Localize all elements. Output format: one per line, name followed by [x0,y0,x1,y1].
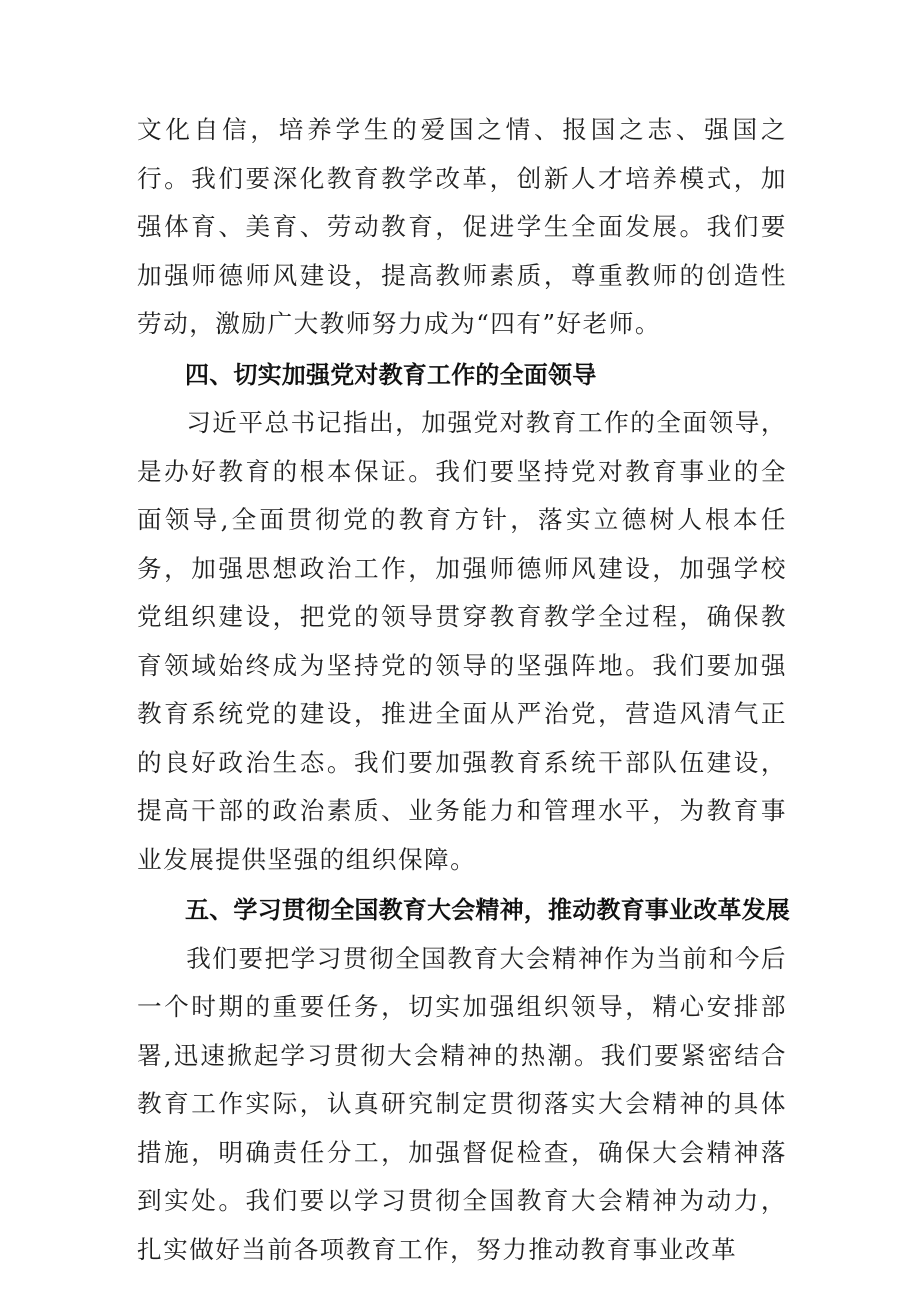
body-paragraph-section-4: 习近平总书记指出，加强党对教育工作的全面领导，是办好教育的根本保证。我们要坚持党对教育事业的全面领导,全面贯彻党的教育方针，落实立德树人根本任务，加强思想政治工作，加强师德师风建设，加强学校党组织建设，把党的领导贯穿教育教学全过程，确保教育领域始终成为坚持党的领导的坚强阵地。我们要加强教育系统党的建设，推进全面从严治党，营造风清气正的良好政治生态。我们要加强教育系统干部队伍建设，提高干部的政治素质、业务能力和管理水平，为教育事业发展提供坚强的组织保障。 [137,408,787,874]
section-heading-5: 五、学习贯彻全国教育大会精神，推动教育事业改革发展 [185,896,790,924]
body-paragraph-section-5: 我们要把学习贯彻全国教育大会精神作为当前和今后一个时期的重要任务，切实加强组织领导，精心安排部署,迅速掀起学习贯彻大会精神的热潮。我们要紧密结合教育工作实际，认真研究制定贯彻落实大会精神的具体措施，明确责任分工，加强督促检查，确保大会精神落到实处。我们要以学习贯彻全国教育大会精神为动力，扎实做好当前各项教育工作，努力推动教育事业改革 [137,943,787,1264]
section-heading-4: 四、切实加强党对教育工作的全面领导 [185,360,597,389]
body-paragraph-continued: 文化自信，培养学生的爱国之情、报国之志、强国之行。我们要深化教育教学改革，创新人才培养模式，加强体育、美育、劳动教育，促进学生全面发展。我们要加强师德师风建设，提高教师素质，尊重教师的创造性劳动，激励广大教师努力成为“四有”好老师。 [137,115,787,338]
document-body [137,106,790,1274]
